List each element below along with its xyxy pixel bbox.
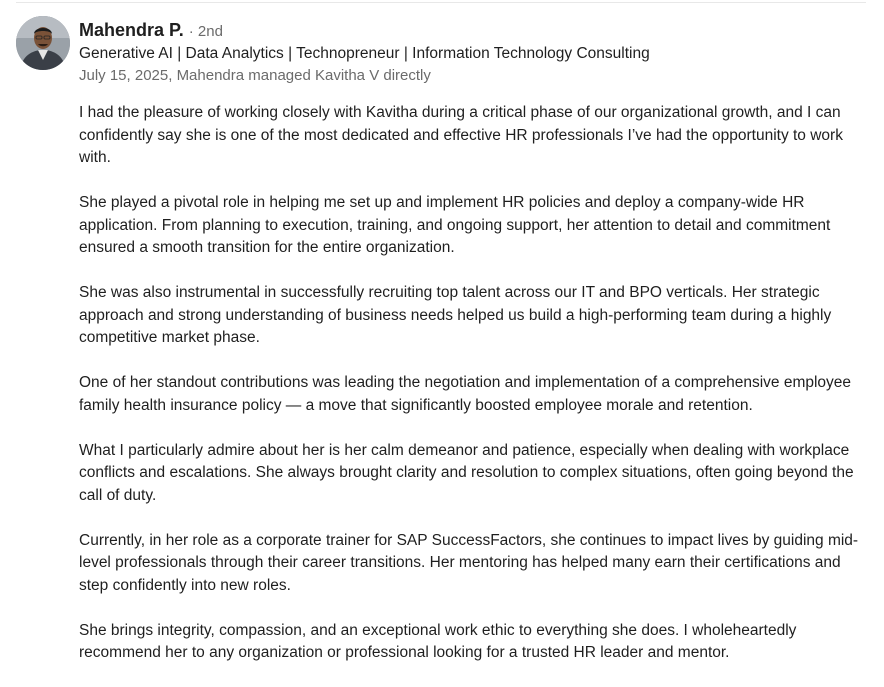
avatar[interactable]: [16, 16, 70, 70]
paragraph: Currently, in her role as a corporate trainer for SAP SuccessFactors, she continues to impact lives by guiding mid-level professionals through their career transitions. Her mentoring has helped many earn their certifications and step confidently into new roles.: [79, 531, 859, 594]
author-name[interactable]: Mahendra P.: [79, 20, 184, 40]
paragraph: I had the pleasure of working closely with Kavitha during a critical phase of our organizational growth, and I can confidently say she is one of the most dedicated and effective HR professionals I’ve had the opportunity to work with.: [79, 104, 843, 166]
name-row: [79, 18, 869, 42]
paragraph: One of her standout contributions was leading the negotiation and implementation of a comprehensive employee family health insurance policy — a move that significantly boosted employee morale and retention.: [79, 374, 852, 414]
paragraph: What I particularly admire about her is her calm demeanor and patience, especially when dealing with workplace conflicts and escalations. She always brought clarity and resolution to complex situations, often going beyond the call of duty.: [79, 441, 854, 504]
recommendation-meta: July 15, 2025, Mahendra managed Kavitha V directly: [79, 67, 431, 84]
connection-degree: · 2nd: [188, 23, 223, 40]
paragraph: She brings integrity, compassion, and an exceptional work ethic to everything she does. I wholeheartedly recommend her to any organization or professional looking for a trusted HR leader and mentor.: [79, 621, 797, 661]
recommendation-header: [79, 18, 869, 87]
author-headline: Generative AI | Data Analytics | Technopreneur | Information Technology Consulting: [79, 45, 650, 62]
paragraph: She was also instrumental in successfully recruiting top talent across our IT and BPO verticals. Her strategic approach and strong understanding of business needs helped us build a high-performing team during a highly competitive market phase.: [79, 284, 832, 346]
profile-photo-icon: [16, 16, 70, 70]
paragraph: She played a pivotal role in helping me set up and implement HR policies and deploy a company-wide HR application. From planning to execution, training, and ongoing support, her attention to detail and commitment ensured a smooth transition for the entire organization.: [79, 194, 831, 256]
top-divider: [16, 2, 866, 3]
recommendation-text: [79, 102, 869, 687]
